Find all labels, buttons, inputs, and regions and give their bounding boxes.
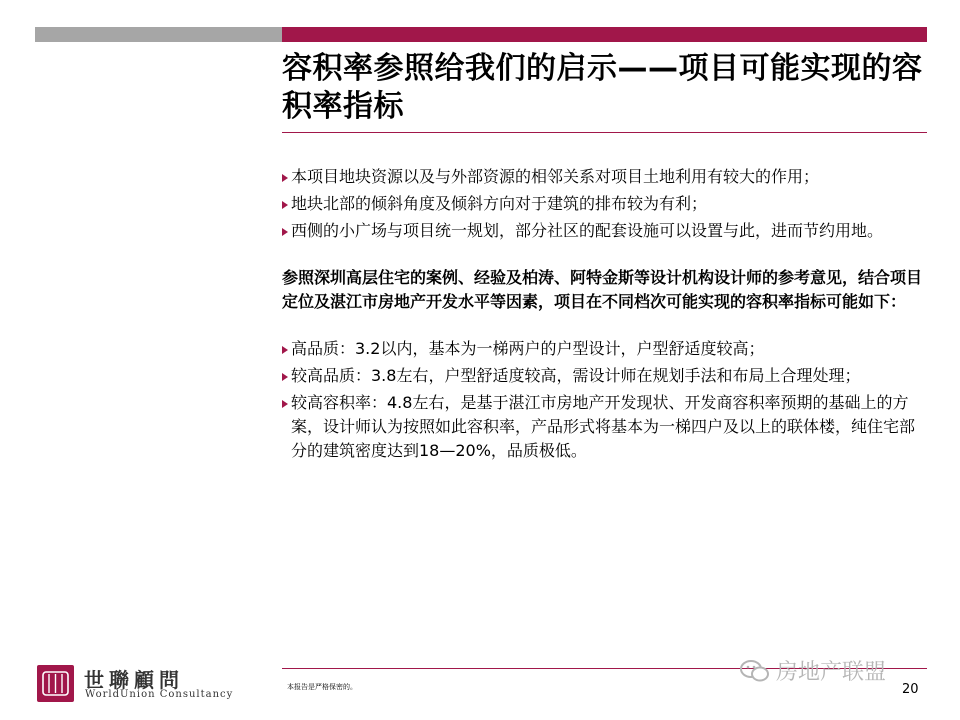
page-number: 20 (902, 682, 919, 697)
list-item: 西侧的小广场与项目统一规划，部分社区的配套设施可以设置与此，进而节约用地。 (282, 219, 927, 243)
worldunion-logo-icon (37, 665, 74, 702)
list-item: 本项目地块资源以及与外部资源的相邻关系对项目土地利用有较大的作用； (282, 165, 927, 189)
confidentiality-note: 本报告是严格保密的。 (287, 683, 357, 691)
triangle-bullet-icon (282, 201, 288, 209)
bullet-list-top (282, 165, 927, 243)
triangle-bullet-icon (282, 174, 288, 182)
header-accent-bar (282, 27, 927, 42)
triangle-bullet-icon (282, 228, 288, 236)
triangle-bullet-icon (282, 400, 288, 408)
list-item: 较高容积率：4.8左右，是基于湛江市房地产开发现状、开发商容积率预期的基础上的方案，设计师认为按照如此容积率，产品形式将基本为一梯四户及以上的联体楼，纯住宅部分的建筑密度达到18—20%，品质极低。 (282, 391, 927, 463)
list-item: 地块北部的倾斜角度及倾斜方向对于建筑的排布较为有利； (282, 192, 927, 216)
triangle-bullet-icon (282, 373, 288, 381)
list-item: 高品质：3.2以内，基本为一梯两户的户型设计，户型舒适度较高； (282, 337, 927, 361)
wechat-icon (740, 659, 770, 683)
watermark (740, 655, 886, 686)
triangle-bullet-icon (282, 346, 288, 354)
title-divider (282, 132, 927, 133)
header-gray-bar (35, 27, 282, 42)
slide-content (282, 165, 927, 466)
bullet-list-bottom (282, 337, 927, 463)
list-item: 较高品质：3.8左右，户型舒适度较高，需设计师在规划手法和布局上合理处理； (282, 364, 927, 388)
watermark-text: 房地产联盟 (776, 660, 887, 685)
logo-english-name: WorldUnion Consultancy (85, 689, 234, 700)
summary-paragraph: 参照深圳高层住宅的案例、经验及柏涛、阿特金斯等设计机构设计师的参考意见，结合项目定位及湛江市房地产开发水平等因素，项目在不同档次可能实现的容积率指标可能如下： (282, 268, 923, 311)
slide-title: 容积率参照给我们的启示——项目可能实现的容积率指标 (282, 51, 923, 124)
logo-chinese-name: 世聯顧問 (84, 668, 184, 692)
